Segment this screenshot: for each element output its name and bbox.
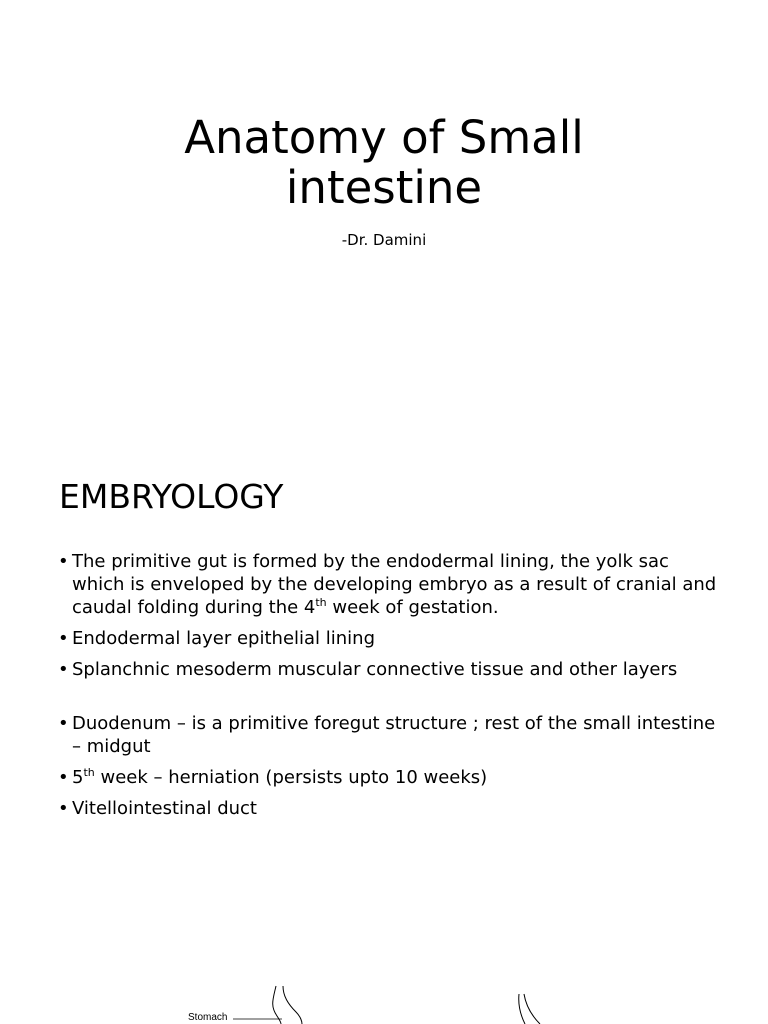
- bullet-text: week – herniation (persists upto 10 weeks): [94, 767, 488, 788]
- embryo-diagram: [0, 864, 768, 1024]
- title-line-2: intestine: [285, 161, 483, 214]
- bullet-text: Duodenum – is a primitive foregut structure ; rest of the small intestine – midgut: [72, 713, 716, 757]
- embryology-slide: [0, 432, 768, 864]
- bullet-item: [58, 550, 718, 619]
- slide-title: [60, 113, 708, 213]
- bullet-item: [58, 766, 718, 789]
- title-line-1: Anatomy of Small: [184, 111, 584, 164]
- diagram-curve: [273, 986, 281, 1024]
- stomach-label: Stomach: [188, 1012, 228, 1023]
- bullet-text: Splanchnic mesoderm muscular connective tissue and other layers: [72, 659, 678, 680]
- slide-subtitle: -Dr. Damini: [341, 231, 427, 249]
- bullet-item: [58, 797, 718, 820]
- diagram-curve: [524, 994, 540, 1024]
- title-slide: [0, 0, 768, 432]
- bullet-text: Endodermal layer epithelial lining: [72, 628, 376, 649]
- diagram-slide: [0, 864, 768, 1024]
- bullet-text: Vitellointestinal duct: [72, 798, 257, 819]
- bullet-text: week of gestation.: [326, 597, 499, 618]
- bullet-list: [58, 550, 718, 828]
- bullet-item: [58, 712, 718, 758]
- bullet-text: 5: [72, 767, 84, 788]
- diagram-curve: [283, 986, 302, 1024]
- bullet-text: The primitive gut is formed by the endodermal lining, the yolk sac which is enveloped by the developing embryo as a result of cranial and caudal folding during the 4: [72, 551, 717, 618]
- bullet-item: [58, 627, 718, 650]
- diagram-curve: [519, 994, 525, 1024]
- slide-heading: EMBRYOLOGY: [59, 477, 284, 516]
- superscript: th: [315, 596, 327, 609]
- bullet-item: [58, 658, 718, 681]
- superscript: th: [83, 766, 95, 779]
